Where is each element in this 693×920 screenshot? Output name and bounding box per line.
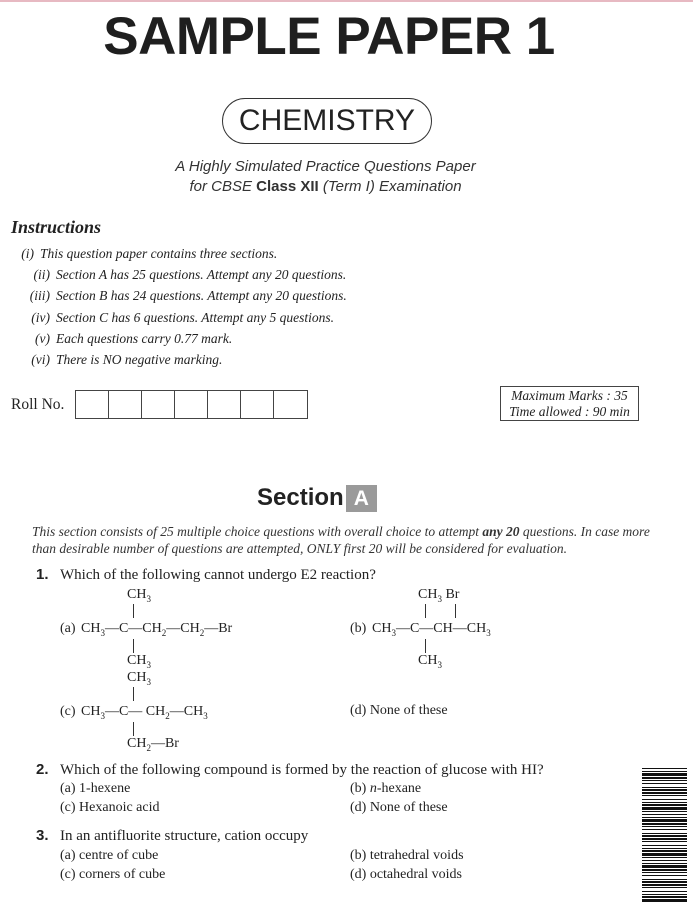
barcode-stripe [642, 783, 687, 784]
barcode-stripe [642, 863, 687, 864]
chem-group: $CH_3$ [418, 653, 442, 670]
bond-line [133, 639, 134, 653]
instruction-item: (iv) Section C has 6 questions. Attempt any 5 questions. [31, 310, 334, 325]
barcode-stripe [642, 881, 687, 883]
barcode-stripe [642, 787, 687, 788]
barcode-stripe [642, 869, 687, 871]
barcode-icon [642, 768, 687, 903]
page-title: SAMPLE PAPER 1 [103, 7, 555, 66]
option-label: (b) [350, 621, 367, 636]
barcode-stripe [642, 795, 687, 796]
barcode-stripe [642, 894, 687, 895]
barcode-stripe [642, 814, 687, 815]
option-label: (c) [60, 704, 76, 719]
roll-digit-box[interactable] [175, 391, 208, 418]
option-a: (a) centre of cube [60, 848, 159, 863]
max-marks: Maximum Marks : 35 [511, 388, 628, 403]
instruction-item: (ii) Section A has 25 questions. Attempt any 20 questions. [33, 267, 347, 282]
barcode-stripe [642, 811, 687, 812]
barcode-stripe [642, 807, 687, 810]
roll-digit-box[interactable] [208, 391, 241, 418]
question-number: 2. [36, 761, 49, 778]
option-a: (a) 1-hexene [60, 781, 131, 796]
barcode-stripe [642, 802, 687, 803]
barcode-stripe [642, 850, 687, 852]
chem-chain: $CH_3—C—CH—CH_3$ [372, 621, 491, 638]
option-d: (d) octahedral voids [350, 867, 462, 882]
barcode-stripe [642, 819, 687, 822]
chem-group: $CH_3$ [127, 587, 151, 604]
question-text: In an antifluorite structure, cation occupy [60, 828, 309, 844]
barcode-stripe [642, 817, 687, 818]
barcode-stripe [642, 804, 687, 806]
barcode-stripe [642, 789, 687, 791]
instruction-item: (v) Each questions carry 0.77 mark. [35, 331, 233, 346]
option-c: (c) Hexanoic acid [60, 800, 160, 815]
roll-number-boxes[interactable] [75, 390, 308, 419]
chem-chain: $CH_3—C—CH_2—CH_2—Br$ [81, 621, 233, 638]
barcode-stripe [642, 838, 687, 840]
option-b: (b) n-hexane [350, 781, 422, 796]
instruction-item: (i) This question paper contains three sections. [21, 246, 278, 261]
bond-line [425, 639, 426, 653]
barcode-stripe [642, 865, 687, 868]
option-d: (d) None of these [350, 800, 448, 815]
barcode-stripe [642, 799, 687, 800]
barcode-stripe [642, 887, 687, 888]
question-number: 3. [36, 827, 49, 844]
roll-digit-box[interactable] [241, 391, 274, 418]
time-allowed: Time allowed : 90 min [509, 404, 630, 419]
bond-line [133, 687, 134, 701]
option-d: (d) None of these [350, 703, 448, 718]
barcode-stripe [642, 857, 687, 858]
top-rule [0, 0, 693, 2]
chem-group: $CH_3$ [127, 653, 151, 670]
roll-digit-box[interactable] [76, 391, 109, 418]
barcode-stripe [642, 823, 687, 825]
barcode-stripe [642, 872, 687, 873]
barcode-stripe [642, 773, 687, 776]
barcode-stripe [642, 829, 687, 830]
bond-line [455, 604, 456, 618]
chem-group: $CH_3$ Br [418, 587, 460, 604]
barcode-stripe [642, 853, 687, 856]
question-number: 1. [36, 566, 49, 583]
instruction-item: (iii) Section B has 24 questions. Attempt any 20 questions. [29, 288, 347, 303]
barcode-stripe [642, 777, 687, 779]
subtitle-line-1: A Highly Simulated Practice Questions Paper [175, 158, 476, 175]
barcode-stripe [642, 826, 687, 827]
option-b: (b) tetrahedral voids [350, 848, 464, 863]
barcode-stripe [642, 899, 687, 902]
question-text: Which of the following compound is formed by the reaction of glucose with HI? [60, 762, 544, 778]
chem-group: $CH_3$ [127, 670, 151, 687]
barcode-stripe [642, 848, 687, 849]
section-heading [257, 484, 377, 512]
option-c: (c) corners of cube [60, 867, 166, 882]
instruction-item: (vi) There is NO negative marking. [31, 352, 223, 367]
roll-digit-box[interactable] [142, 391, 175, 418]
barcode-stripe [642, 879, 687, 880]
barcode-stripe [642, 845, 687, 846]
section-word: Section [257, 484, 344, 511]
roll-digit-box[interactable] [274, 391, 307, 418]
section-description: This section consists of 25 multiple choice questions with overall choice to attempt any 20 questions. In case more than desirable number of questions are attempted, ONLY first 20 will be considered for evaluation. [32, 524, 650, 556]
option-label: (a) [60, 621, 76, 636]
barcode-stripe [642, 780, 687, 781]
barcode-stripe [642, 835, 687, 837]
barcode-stripe [642, 884, 687, 886]
barcode-stripe [642, 768, 687, 769]
question-text: Which of the following cannot undergo E2 reaction? [60, 567, 376, 583]
barcode-stripe [642, 875, 687, 876]
barcode-stripe [642, 891, 687, 892]
subtitle-line-2: for CBSE Class XII (Term I) Examination [189, 178, 462, 195]
roll-digit-box[interactable] [109, 391, 142, 418]
barcode-stripe [642, 860, 687, 861]
barcode-stripe [642, 841, 687, 842]
barcode-stripe [642, 833, 687, 834]
section-letter: A [346, 485, 377, 512]
chem-chain: $CH_3—C—$ $CH_2—CH_3$ [81, 704, 208, 721]
marks-box [500, 386, 639, 421]
subject-badge: CHEMISTRY [222, 98, 432, 144]
barcode-stripe [642, 896, 687, 898]
bond-line [425, 604, 426, 618]
barcode-stripe [642, 771, 687, 772]
bond-line [133, 722, 134, 736]
roll-number-label: Roll No. [11, 396, 65, 413]
chem-group: $CH_2—Br$ [127, 736, 179, 753]
instructions-heading: Instructions [11, 217, 102, 237]
bond-line [133, 604, 134, 618]
barcode-stripe [642, 792, 687, 794]
